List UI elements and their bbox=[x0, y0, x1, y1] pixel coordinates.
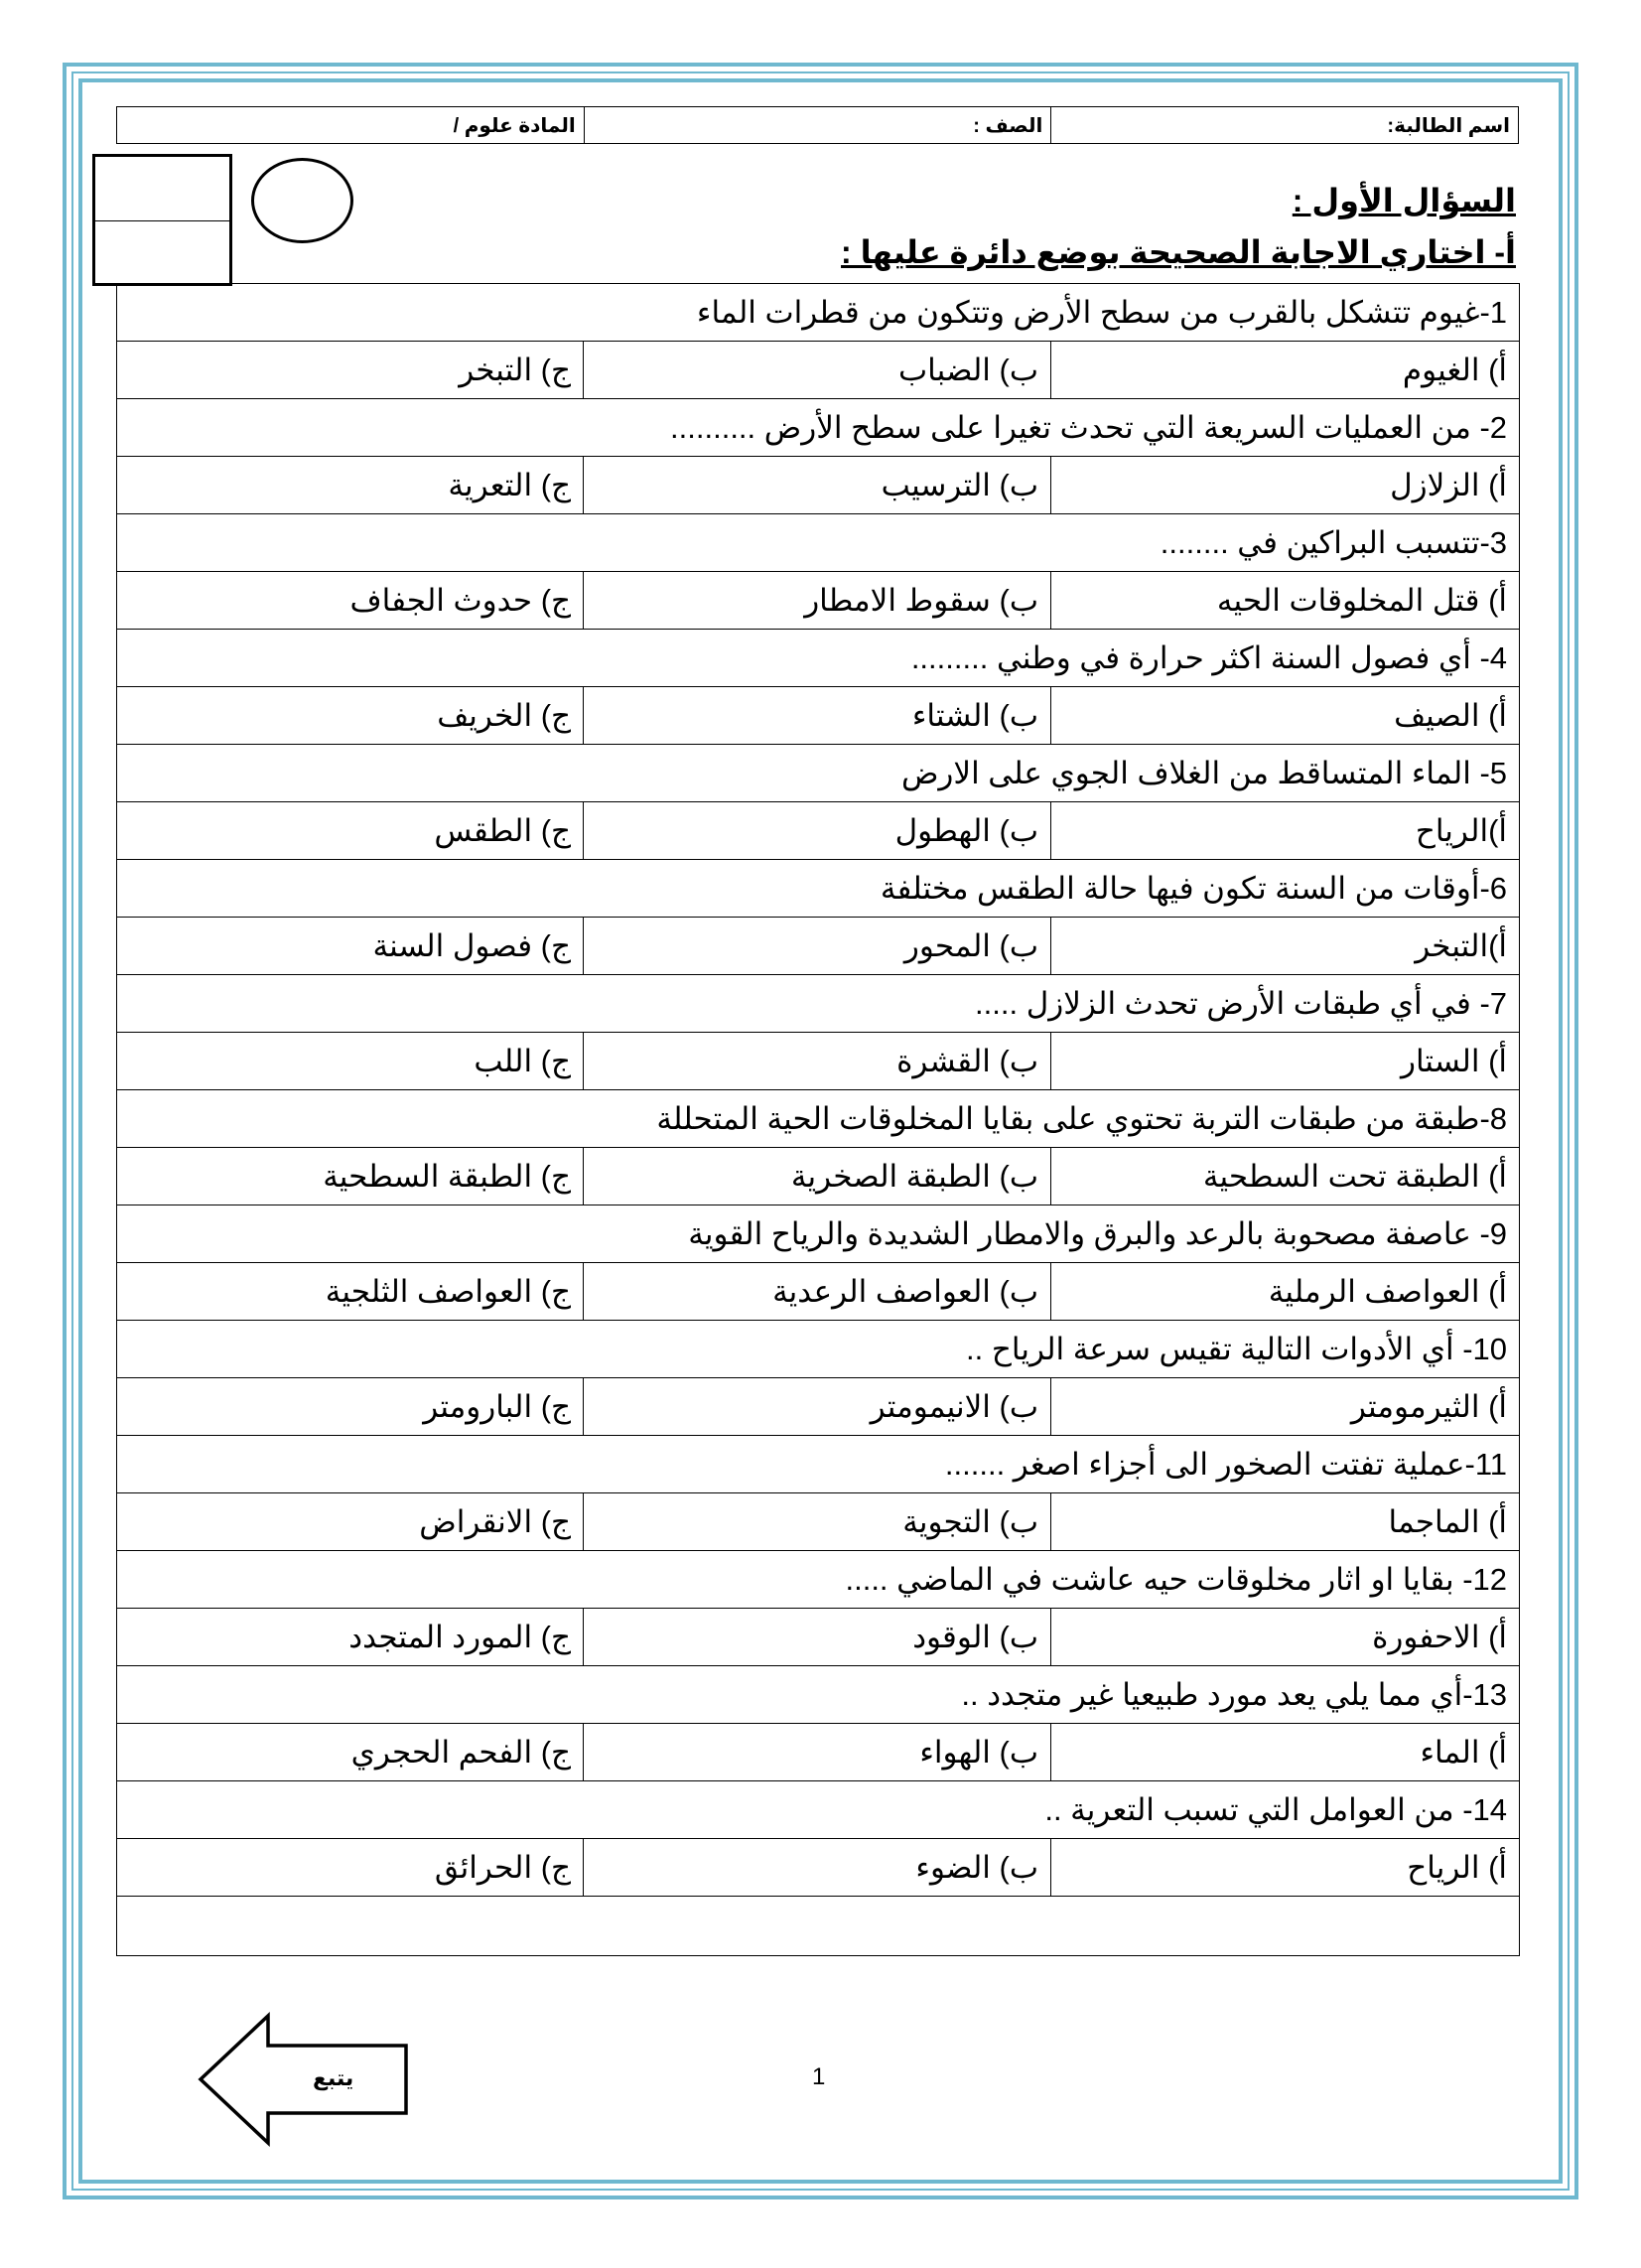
option-a[interactable]: أ)التبخر bbox=[1051, 918, 1520, 975]
option-b[interactable]: ب) المحور bbox=[584, 918, 1051, 975]
question-row bbox=[117, 1090, 1520, 1148]
class-field[interactable]: الصف : bbox=[584, 107, 1051, 144]
question-row bbox=[117, 630, 1520, 687]
option-b[interactable]: ب) الهطول bbox=[584, 802, 1051, 860]
question-text: 12- بقايا او اثار مخلوقات حيه عاشت في الماضي ..... bbox=[117, 1551, 1520, 1609]
option-a[interactable]: أ) الثيرمومتر bbox=[1051, 1378, 1520, 1436]
option-a[interactable]: أ) الطبقة تحت السطحية bbox=[1051, 1148, 1520, 1205]
option-a[interactable]: أ) الماجما bbox=[1051, 1493, 1520, 1551]
question-row bbox=[117, 1666, 1520, 1724]
option-a[interactable]: أ) الغيوم bbox=[1051, 342, 1520, 399]
question-text: 14- من العوامل التي تسبب التعرية .. bbox=[117, 1781, 1520, 1839]
answer-options-row bbox=[117, 802, 1520, 860]
question-text: 8-طبقة من طبقات التربة تحتوي على بقايا المخلوقات الحية المتحللة bbox=[117, 1090, 1520, 1148]
option-c[interactable]: ج) الانقراض bbox=[117, 1493, 584, 1551]
question-text: 4- أي فصول السنة اكثر حرارة في وطني ......... bbox=[117, 630, 1520, 687]
question-text: 1-غيوم تتشكل بالقرب من سطح الأرض وتتكون من قطرات الماء bbox=[117, 284, 1520, 342]
option-b[interactable]: ب) القشرة bbox=[584, 1033, 1051, 1090]
option-a[interactable]: أ) الصيف bbox=[1051, 687, 1520, 745]
option-b[interactable]: ب) الضباب bbox=[584, 342, 1051, 399]
question-row bbox=[117, 514, 1520, 572]
question-row bbox=[117, 399, 1520, 457]
subject-field: المادة علوم / bbox=[117, 107, 585, 144]
question-row bbox=[117, 1205, 1520, 1263]
question-text: 6-أوقات من السنة تكون فيها حالة الطقس مختلفة bbox=[117, 860, 1520, 918]
arrow-left-icon bbox=[196, 2010, 411, 2149]
continue-arrow[interactable] bbox=[196, 2010, 411, 2149]
question-row bbox=[117, 1436, 1520, 1493]
option-a[interactable]: أ) الرياح bbox=[1051, 1839, 1520, 1897]
answer-options-row bbox=[117, 342, 1520, 399]
answer-options-row bbox=[117, 1378, 1520, 1436]
answer-options-row bbox=[117, 918, 1520, 975]
score-box bbox=[92, 154, 232, 286]
option-b[interactable]: ب) سقوط الامطار bbox=[584, 572, 1051, 630]
student-info-header bbox=[116, 106, 1519, 144]
option-c[interactable]: ج) العواصف الثلجية bbox=[117, 1263, 584, 1321]
grade-circle bbox=[251, 158, 353, 243]
option-c[interactable]: ج) التعرية bbox=[117, 457, 584, 514]
empty-cell bbox=[117, 1897, 1520, 1956]
question-text: 7- في أي طبقات الأرض تحدث الزلازل ..... bbox=[117, 975, 1520, 1033]
option-b[interactable]: ب) الطبقة الصخرية bbox=[584, 1148, 1051, 1205]
question-text: 9- عاصفة مصحوبة بالرعد والبرق والامطار الشديدة والرياح القوية bbox=[117, 1205, 1520, 1263]
answer-options-row bbox=[117, 1033, 1520, 1090]
option-c[interactable]: ج) الحرائق bbox=[117, 1839, 584, 1897]
option-c[interactable]: ج) الخريف bbox=[117, 687, 584, 745]
question-row bbox=[117, 1781, 1520, 1839]
option-a[interactable]: أ)الرياح bbox=[1051, 802, 1520, 860]
option-a[interactable]: أ) الاحفورة bbox=[1051, 1609, 1520, 1666]
option-c[interactable]: ج) اللب bbox=[117, 1033, 584, 1090]
answer-options-row bbox=[117, 572, 1520, 630]
question-text: 2- من العمليات السريعة التي تحدث تغيرا على سطح الأرض .......... bbox=[117, 399, 1520, 457]
option-c[interactable]: ج) المورد المتجدد bbox=[117, 1609, 584, 1666]
question-text: 10- أي الأدوات التالية تقيس سرعة الرياح .. bbox=[117, 1321, 1520, 1378]
option-b[interactable]: ب) الوقود bbox=[584, 1609, 1051, 1666]
answer-options-row bbox=[117, 1724, 1520, 1781]
empty-row bbox=[117, 1897, 1520, 1956]
option-b[interactable]: ب) العواصف الرعدية bbox=[584, 1263, 1051, 1321]
question-title: السؤال الأول : bbox=[1292, 183, 1516, 218]
answer-options-row bbox=[117, 1609, 1520, 1666]
option-a[interactable]: أ) الستار bbox=[1051, 1033, 1520, 1090]
option-b[interactable]: ب) الهواء bbox=[584, 1724, 1051, 1781]
option-a[interactable]: أ) العواصف الرملية bbox=[1051, 1263, 1520, 1321]
option-b[interactable]: ب) الانيمومتر bbox=[584, 1378, 1051, 1436]
answer-options-row bbox=[117, 687, 1520, 745]
question-text: 11-عملية تفتت الصخور الى أجزاء اصغر ....... bbox=[117, 1436, 1520, 1493]
option-c[interactable]: ج) التبخر bbox=[117, 342, 584, 399]
option-b[interactable]: ب) الضوء bbox=[584, 1839, 1051, 1897]
option-c[interactable]: ج) فصول السنة bbox=[117, 918, 584, 975]
option-b[interactable]: ب) الترسيب bbox=[584, 457, 1051, 514]
option-c[interactable]: ج) الفحم الحجري bbox=[117, 1724, 584, 1781]
question-row bbox=[117, 860, 1520, 918]
answer-options-row bbox=[117, 1148, 1520, 1205]
question-instruction: أ- اختاري الاجابة الصحيحة بوضع دائرة عليها : bbox=[841, 234, 1516, 270]
option-c[interactable]: ج) حدوث الجفاف bbox=[117, 572, 584, 630]
answer-options-row bbox=[117, 1493, 1520, 1551]
question-text: 5- الماء المتساقط من الغلاف الجوي على الارض bbox=[117, 745, 1520, 802]
score-divider bbox=[95, 220, 229, 221]
option-a[interactable]: أ) الماء bbox=[1051, 1724, 1520, 1781]
option-a[interactable]: أ) الزلازل bbox=[1051, 457, 1520, 514]
student-name-field[interactable]: اسم الطالبة: bbox=[1051, 107, 1519, 144]
option-c[interactable]: ج) البارومتر bbox=[117, 1378, 584, 1436]
option-c[interactable]: ج) الطبقة السطحية bbox=[117, 1148, 584, 1205]
question-row bbox=[117, 1321, 1520, 1378]
page-number: 1 bbox=[812, 2063, 826, 2090]
answer-options-row bbox=[117, 457, 1520, 514]
continue-label: يتبع bbox=[313, 2065, 354, 2090]
question-row bbox=[117, 1551, 1520, 1609]
mcq-table bbox=[116, 283, 1520, 1956]
option-a[interactable]: أ) قتل المخلوقات الحيه bbox=[1051, 572, 1520, 630]
question-row bbox=[117, 745, 1520, 802]
question-row bbox=[117, 284, 1520, 342]
question-text: 3-تتسبب البراكين في ........ bbox=[117, 514, 1520, 572]
question-text: 13-أي مما يلي يعد مورد طبيعيا غير متجدد .. bbox=[117, 1666, 1520, 1724]
option-b[interactable]: ب) الشتاء bbox=[584, 687, 1051, 745]
option-c[interactable]: ج) الطقس bbox=[117, 802, 584, 860]
answer-options-row bbox=[117, 1839, 1520, 1897]
option-b[interactable]: ب) التجوية bbox=[584, 1493, 1051, 1551]
answer-options-row bbox=[117, 1263, 1520, 1321]
question-row bbox=[117, 975, 1520, 1033]
